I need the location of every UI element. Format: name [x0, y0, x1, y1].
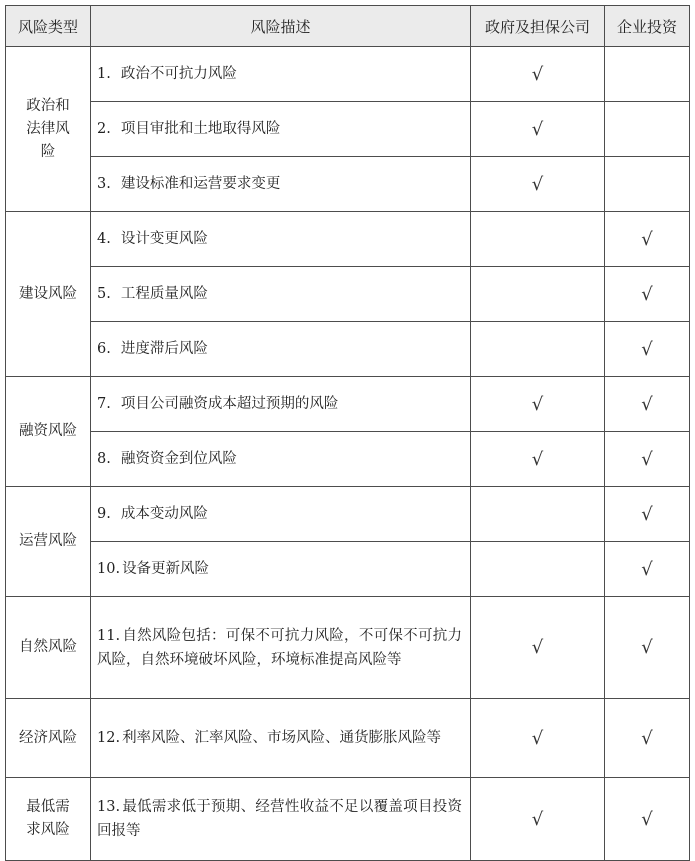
government-check — [471, 322, 605, 377]
risk-description-cell — [91, 377, 471, 432]
item-number: 2. — [97, 121, 111, 137]
item-number: 4. — [97, 231, 111, 247]
government-check: √ — [471, 157, 605, 212]
table-row — [6, 157, 690, 212]
table-row — [6, 212, 690, 267]
item-number: 8. — [97, 451, 111, 467]
risk-type-cell: 建设风险 — [6, 212, 91, 377]
risk-type-cell: 政治和法律风险 — [6, 47, 91, 212]
item-text: 政治不可抗力风险 — [120, 66, 237, 82]
risk-type-cell: 运营风险 — [6, 487, 91, 597]
risk-description-cell — [91, 102, 471, 157]
risk-description-cell — [91, 597, 471, 699]
enterprise-check: √ — [605, 212, 690, 267]
enterprise-check: √ — [605, 322, 690, 377]
table-row — [6, 432, 690, 487]
item-number: 3. — [97, 176, 111, 192]
item-text: 利率风险、汇率风险、市场风险、通货膨胀风险等 — [122, 730, 442, 746]
table-row — [6, 597, 690, 699]
enterprise-check: √ — [605, 778, 690, 861]
header-enterprise: 企业投资 — [605, 6, 690, 47]
enterprise-check: √ — [605, 597, 690, 699]
table-row — [6, 377, 690, 432]
government-check: √ — [471, 778, 605, 861]
table-row — [6, 699, 690, 778]
risk-description-cell — [91, 699, 471, 778]
risk-type-cell: 经济风险 — [6, 699, 91, 778]
header-government: 政府及担保公司 — [471, 6, 605, 47]
risk-description-cell — [91, 432, 471, 487]
table-row — [6, 322, 690, 377]
government-check: √ — [471, 432, 605, 487]
government-check: √ — [471, 102, 605, 157]
enterprise-check — [605, 47, 690, 102]
table-row — [6, 778, 690, 861]
item-text: 最低需求低于预期、经营性收益不足以覆盖项目投资回报等 — [97, 799, 462, 839]
government-check: √ — [471, 699, 605, 778]
risk-allocation-table — [5, 5, 690, 861]
item-number: 9. — [97, 506, 111, 522]
government-check — [471, 542, 605, 597]
item-number: 12. — [97, 730, 121, 746]
item-number: 11. — [97, 627, 121, 644]
government-check — [471, 487, 605, 542]
government-check: √ — [471, 47, 605, 102]
item-text: 融资资金到位风险 — [120, 451, 237, 467]
header-risk-type: 风险类型 — [6, 6, 91, 47]
government-check — [471, 267, 605, 322]
item-number: 13. — [97, 799, 121, 815]
item-text: 设备更新风险 — [122, 561, 210, 577]
risk-description-cell — [91, 212, 471, 267]
table-row — [6, 542, 690, 597]
risk-description-cell — [91, 47, 471, 102]
risk-type-cell: 最低需求风险 — [6, 778, 91, 861]
enterprise-check: √ — [605, 699, 690, 778]
government-check — [471, 212, 605, 267]
item-text: 设计变更风险 — [120, 231, 208, 247]
enterprise-check: √ — [605, 377, 690, 432]
risk-description-cell — [91, 322, 471, 377]
item-number: 5. — [97, 286, 111, 302]
header-row — [6, 6, 690, 47]
item-text: 进度滞后风险 — [120, 341, 208, 357]
item-text: 工程质量风险 — [120, 286, 208, 302]
enterprise-check — [605, 102, 690, 157]
government-check: √ — [471, 597, 605, 699]
risk-description-cell — [91, 157, 471, 212]
risk-description-cell — [91, 778, 471, 861]
table-row — [6, 102, 690, 157]
enterprise-check: √ — [605, 432, 690, 487]
item-text: 建设标准和运营要求变更 — [120, 176, 281, 192]
header-risk-description: 风险描述 — [91, 6, 471, 47]
item-number: 1. — [97, 66, 111, 82]
enterprise-check: √ — [605, 267, 690, 322]
item-text: 自然风险包括：可保不可抗力风险，不可保不可抗力风险，自然环境破坏风险，环境标准提高风险等 — [97, 627, 462, 668]
item-text: 成本变动风险 — [120, 506, 208, 522]
enterprise-check — [605, 157, 690, 212]
item-number: 6. — [97, 341, 111, 357]
item-text: 项目审批和土地取得风险 — [120, 121, 281, 137]
risk-description-cell — [91, 267, 471, 322]
item-number: 7. — [97, 396, 111, 412]
risk-type-cell: 自然风险 — [6, 597, 91, 699]
table-row — [6, 487, 690, 542]
government-check: √ — [471, 377, 605, 432]
item-text: 项目公司融资成本超过预期的风险 — [120, 396, 339, 412]
risk-description-cell — [91, 487, 471, 542]
enterprise-check: √ — [605, 542, 690, 597]
risk-type-cell: 融资风险 — [6, 377, 91, 487]
item-number: 10. — [97, 561, 121, 577]
table-row — [6, 47, 690, 102]
enterprise-check: √ — [605, 487, 690, 542]
risk-description-cell — [91, 542, 471, 597]
table-row — [6, 267, 690, 322]
